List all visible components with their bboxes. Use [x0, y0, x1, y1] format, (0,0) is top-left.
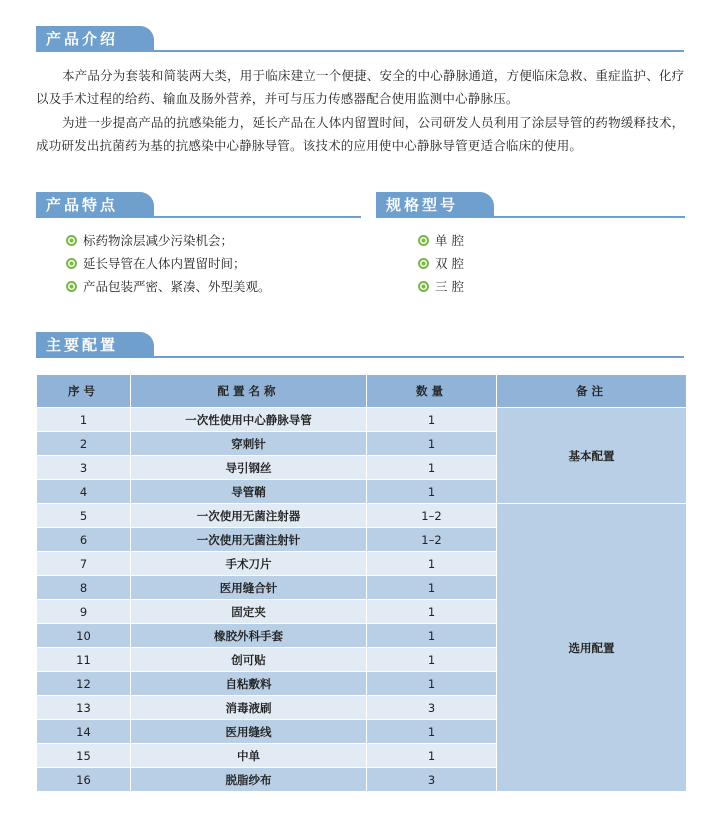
- intro-title: 产品介绍: [36, 26, 154, 52]
- models-title: 规格型号: [376, 192, 494, 218]
- row-name: 穿刺针: [131, 432, 367, 456]
- row-name: 创可贴: [131, 648, 367, 672]
- config-title: 主要配置: [36, 332, 154, 358]
- model-item: 三 腔: [418, 275, 464, 298]
- bullet-circle-icon: [418, 235, 429, 246]
- row-no: 5: [37, 504, 131, 528]
- config-table: [36, 374, 687, 792]
- intro-rule: [36, 50, 684, 52]
- row-no: 15: [37, 744, 131, 768]
- row-qty: 1: [367, 720, 497, 744]
- row-name: 一次性使用中心静脉导管: [131, 408, 367, 432]
- bullet-circle-icon: [66, 281, 77, 292]
- row-qty: 3: [367, 768, 497, 792]
- row-name: 橡胶外科手套: [131, 624, 367, 648]
- bullet-circle-icon: [66, 235, 77, 246]
- row-name: 导引钢丝: [131, 456, 367, 480]
- config-rule: [36, 356, 684, 358]
- row-qty: 1: [367, 600, 497, 624]
- row-qty: 1: [367, 432, 497, 456]
- row-no: 8: [37, 576, 131, 600]
- row-name: 一次使用无菌注射器: [131, 504, 367, 528]
- intro-paragraph-1: 本产品分为套装和简装两大类，用于临床建立一个便捷、安全的中心静脉通道，方便临床急救、重症监护、化疗以及手术过程的给药、输血及肠外营养，并可与压力传感器配合使用监测中心静脉压。: [36, 68, 685, 106]
- table-header-row: [37, 375, 687, 408]
- row-no: 1: [37, 408, 131, 432]
- bullet-circle-icon: [418, 281, 429, 292]
- row-name: 中单: [131, 744, 367, 768]
- features-list: [66, 229, 271, 298]
- row-qty: 1: [367, 552, 497, 576]
- row-no: 4: [37, 480, 131, 504]
- row-no: 11: [37, 648, 131, 672]
- feature-item: 产品包装严密、紧凑、外型美观。: [66, 275, 271, 298]
- row-name: 消毒液刷: [131, 696, 367, 720]
- row-name: 一次使用无菌注射针: [131, 528, 367, 552]
- row-no: 2: [37, 432, 131, 456]
- config-section-header: [36, 332, 684, 358]
- row-qty: 1: [367, 480, 497, 504]
- header-name: 配置名称: [131, 375, 367, 408]
- feature-item: 延长导管在人体内置留时间；: [66, 252, 271, 275]
- row-qty: 1: [367, 624, 497, 648]
- row-qty: 1: [367, 648, 497, 672]
- note-basic: 基本配置: [497, 408, 687, 504]
- model-item: 单 腔: [418, 229, 464, 252]
- row-no: 13: [37, 696, 131, 720]
- row-qty: 1–2: [367, 528, 497, 552]
- row-no: 16: [37, 768, 131, 792]
- row-no: 14: [37, 720, 131, 744]
- bullet-circle-icon: [418, 258, 429, 269]
- models-rule: [376, 216, 685, 218]
- row-name: 脱脂纱布: [131, 768, 367, 792]
- intro-paragraph-2: 为进一步提高产品的抗感染能力，延长产品在人体内留置时间，公司研发人员利用了涂层导管的药物缓释技术，成功研发出抗菌药为基的抗感染中心静脉导管。该技术的应用使中心静脉导管更适合临床的使用。: [36, 115, 685, 153]
- row-qty: 3: [367, 696, 497, 720]
- row-no: 3: [37, 456, 131, 480]
- row-qty: 1–2: [367, 504, 497, 528]
- table-row: [37, 504, 687, 528]
- row-no: 6: [37, 528, 131, 552]
- intro-section-header: [36, 26, 684, 52]
- row-qty: 1: [367, 672, 497, 696]
- row-no: 7: [37, 552, 131, 576]
- header-note: 备注: [497, 375, 687, 408]
- row-qty: 1: [367, 576, 497, 600]
- row-name: 自粘敷料: [131, 672, 367, 696]
- header-no: 序号: [37, 375, 131, 408]
- row-name: 医用缝合针: [131, 576, 367, 600]
- models-section-header: [376, 192, 685, 218]
- note-optional: 选用配置: [497, 504, 687, 792]
- model-item: 双 腔: [418, 252, 464, 275]
- row-no: 9: [37, 600, 131, 624]
- header-qty: 数量: [367, 375, 497, 408]
- row-no: 10: [37, 624, 131, 648]
- row-name: 医用缝线: [131, 720, 367, 744]
- models-list: [418, 229, 464, 298]
- feature-item: 标药物涂层减少污染机会；: [66, 229, 271, 252]
- row-name: 手术刀片: [131, 552, 367, 576]
- row-qty: 1: [367, 456, 497, 480]
- features-title: 产品特点: [36, 192, 154, 218]
- row-name: 导管鞘: [131, 480, 367, 504]
- row-qty: 1: [367, 408, 497, 432]
- features-rule: [36, 216, 361, 218]
- features-section-header: [36, 192, 361, 218]
- row-no: 12: [37, 672, 131, 696]
- table-row: [37, 408, 687, 432]
- row-qty: 1: [367, 744, 497, 768]
- row-name: 固定夹: [131, 600, 367, 624]
- bullet-circle-icon: [66, 258, 77, 269]
